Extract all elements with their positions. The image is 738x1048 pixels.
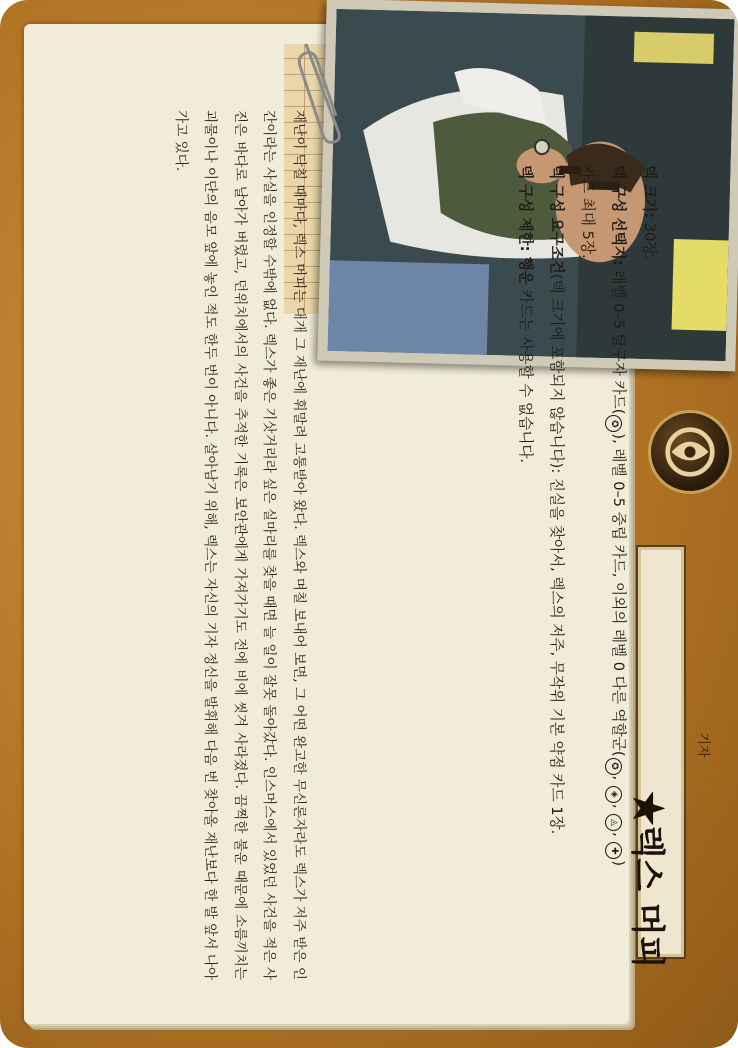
survivor-class-icon: ✚ — [605, 842, 622, 859]
requirements-line — [541, 165, 572, 880]
flavor-text: 재난이 닥칠 때마다, 렉스 머피는 대개 그 재난에 휘말려 고통받아 왔다. 렉스와 며칠 보내어 보면, 그 어떤 완고한 무신론자라도 렉스가 저주 받은 인간이라는 사실을 인정할 수밖에 없다. 렉스가 좋은 기삿거리라 싶은 실마리를 찾을 때면 늘 일이 잘못 돌아갔다. 인스머스에서 있었던 사건을 적은 사진은 바다로 날아가 버렸고, 던위치에서의 사건을 추적한 기록은 보안관에게 가져가기도 전에 비에 씻겨 사라졌다. 끔찍한 불운 때문에 소름끼치는 괴물이나 이단의 음모 앞에 놓인 적도 한두 번이 아니다. 살아남기 위해, 렉스는 자신의 기자 정신을 발휘해 다음 번 찾아올 재난보다 한 발 앞서 나아가고 있다. — [173, 110, 307, 980]
deck-size-line — [634, 165, 665, 880]
rogue-class-icon: ◈ — [605, 786, 622, 803]
deck-options-text: , — [610, 775, 627, 785]
requirements-text: (덱 크기에 포함되지 않습니다): 진실을 찾아서, 렉스의 저주, 무작위 기본 약점 카드 1장. — [548, 273, 565, 835]
card-title: ★렉스 머피 — [627, 791, 667, 969]
deck-options-label: 덱 구성 선택지: — [610, 165, 627, 266]
seeker-class-icon: ✪ — [605, 415, 622, 432]
deck-size-value: 30장. — [641, 218, 658, 261]
requirements-label: 덱 구성 요구조건 — [548, 165, 565, 274]
restrictions-label: 덱 구성 제한: — [517, 165, 534, 252]
deck-options-text: ), 레벨 0–5 중립 카드, 이외의 레벨 0 다른 역할군( — [610, 433, 627, 757]
guardian-class-icon: ✪ — [605, 758, 622, 775]
mystic-class-icon: ◬ — [605, 814, 622, 831]
deck-options-text: , — [610, 803, 627, 814]
restrictions-line — [510, 165, 541, 880]
restrictions-trait: 행운 — [517, 251, 534, 285]
rules-text — [325, 165, 665, 880]
restrictions-text: 카드는 사용할 수 없습니다. — [517, 284, 534, 464]
deck-options-text: 레벨 0–5 탐구자 카드( — [610, 265, 627, 415]
card-subtitle: 기자 — [695, 732, 710, 758]
deck-options-text: ) 카드 최대 5장. — [579, 165, 627, 867]
deck-options-line — [572, 165, 634, 880]
deck-size-label: 덱 크기: — [641, 165, 658, 219]
deck-options-text: , — [610, 832, 627, 842]
